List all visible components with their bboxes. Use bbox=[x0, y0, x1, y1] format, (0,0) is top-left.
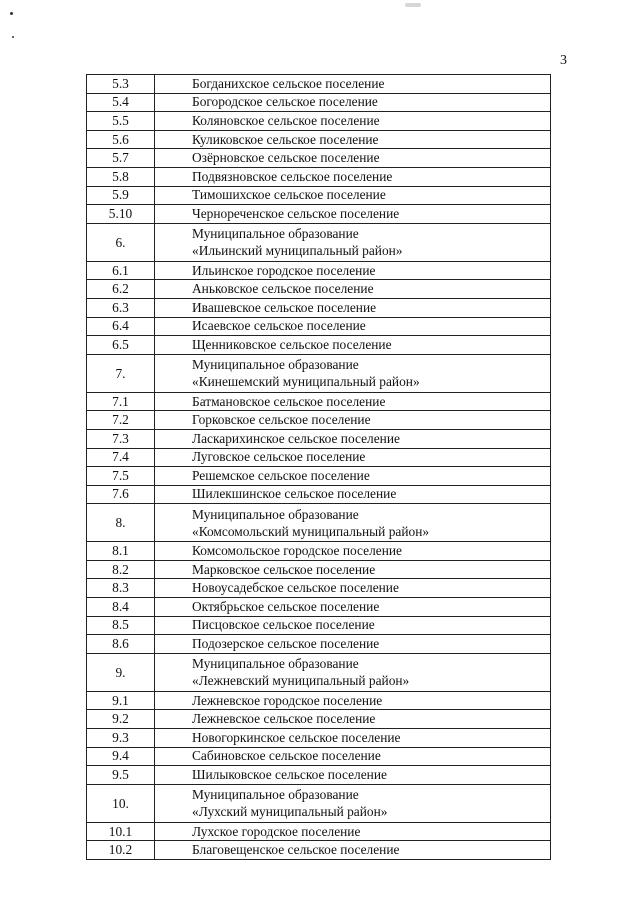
scan-speck bbox=[12, 36, 14, 38]
row-name bbox=[155, 429, 551, 448]
row-name-line: Октябрьское сельское поселение bbox=[192, 598, 380, 614]
row-name-line: «Ильинский муниципальный район» bbox=[192, 243, 403, 259]
row-number: 6.2 bbox=[87, 280, 155, 299]
row-name-line: «Лежневский муниципальный район» bbox=[192, 673, 410, 689]
table-row bbox=[87, 280, 551, 299]
row-name-line: Куликовское сельское поселение bbox=[192, 131, 379, 147]
row-name bbox=[155, 467, 551, 486]
table-row bbox=[87, 411, 551, 430]
table-row bbox=[87, 747, 551, 766]
row-name bbox=[155, 560, 551, 579]
row-name-line: Решемское сельское поселение bbox=[192, 467, 370, 483]
row-name-line: Благовещенское сельское поселение bbox=[192, 842, 400, 858]
row-name-line: Муниципальное образование bbox=[192, 226, 359, 242]
row-number: 9.3 bbox=[87, 729, 155, 748]
row-name bbox=[155, 485, 551, 504]
table-row-district bbox=[87, 504, 551, 542]
table-row bbox=[87, 392, 551, 411]
row-number: 7.2 bbox=[87, 411, 155, 430]
row-number: 10. bbox=[87, 784, 155, 822]
row-name-line: Лухское городское поселение bbox=[192, 823, 361, 839]
row-number: 6.1 bbox=[87, 261, 155, 280]
row-name-line: Комсомольское городское поселение bbox=[192, 543, 402, 559]
table-row bbox=[87, 616, 551, 635]
row-name bbox=[155, 354, 551, 392]
row-name-line: Ильинское городское поселение bbox=[192, 262, 376, 278]
row-number: 9. bbox=[87, 653, 155, 691]
table-row-district bbox=[87, 354, 551, 392]
table-row bbox=[87, 317, 551, 336]
table-row bbox=[87, 766, 551, 785]
row-name-line: Ивашевское сельское поселение bbox=[192, 299, 377, 315]
row-number: 5.8 bbox=[87, 167, 155, 186]
table-row bbox=[87, 598, 551, 617]
row-name bbox=[155, 635, 551, 654]
row-name-line: Лежневское городское поселение bbox=[192, 692, 383, 708]
row-name-line: Шилекшинское сельское поселение bbox=[192, 486, 397, 502]
row-name bbox=[155, 411, 551, 430]
row-number: 6.5 bbox=[87, 336, 155, 355]
row-name bbox=[155, 729, 551, 748]
row-name-line: Писцовское сельское поселение bbox=[192, 617, 375, 633]
row-number: 8.1 bbox=[87, 542, 155, 561]
row-number: 8.5 bbox=[87, 616, 155, 635]
row-number: 7.1 bbox=[87, 392, 155, 411]
row-name bbox=[155, 336, 551, 355]
table-row bbox=[87, 560, 551, 579]
row-name bbox=[155, 747, 551, 766]
row-name bbox=[155, 167, 551, 186]
table-row bbox=[87, 729, 551, 748]
row-number: 5.9 bbox=[87, 186, 155, 205]
settlements-table bbox=[86, 74, 551, 860]
row-name bbox=[155, 691, 551, 710]
table-row bbox=[87, 429, 551, 448]
table-row bbox=[87, 822, 551, 841]
row-name-line: Подозерское сельское поселение bbox=[192, 636, 380, 652]
row-number: 10.2 bbox=[87, 841, 155, 860]
row-name bbox=[155, 112, 551, 131]
row-number: 7.6 bbox=[87, 485, 155, 504]
table-row bbox=[87, 691, 551, 710]
row-number: 9.5 bbox=[87, 766, 155, 785]
row-name bbox=[155, 298, 551, 317]
row-name-line: Новоусадебское сельское поселение bbox=[192, 580, 399, 596]
row-name-line: Исаевское сельское поселение bbox=[192, 318, 366, 334]
table-row bbox=[87, 130, 551, 149]
row-name bbox=[155, 280, 551, 299]
row-name-line: Аньковское сельское поселение bbox=[192, 281, 374, 297]
row-number: 5.10 bbox=[87, 205, 155, 224]
row-name bbox=[155, 504, 551, 542]
row-name bbox=[155, 149, 551, 168]
table-row bbox=[87, 635, 551, 654]
row-name bbox=[155, 317, 551, 336]
table-row bbox=[87, 336, 551, 355]
row-name bbox=[155, 93, 551, 112]
table-row bbox=[87, 448, 551, 467]
row-name bbox=[155, 75, 551, 94]
row-name bbox=[155, 822, 551, 841]
row-name bbox=[155, 392, 551, 411]
row-name bbox=[155, 784, 551, 822]
row-number: 6. bbox=[87, 223, 155, 261]
row-name-line: Щенниковское сельское поселение bbox=[192, 336, 392, 352]
row-number: 6.3 bbox=[87, 298, 155, 317]
row-name-line: Богданихское сельское поселение bbox=[192, 75, 385, 91]
row-name-line: Лежневское сельское поселение bbox=[192, 711, 376, 727]
row-name-line: Горковское сельское поселение bbox=[192, 412, 371, 428]
row-name bbox=[155, 186, 551, 205]
row-name bbox=[155, 205, 551, 224]
table-row bbox=[87, 298, 551, 317]
row-name bbox=[155, 261, 551, 280]
row-name-line: Муниципальное образование bbox=[192, 506, 359, 522]
row-number: 5.3 bbox=[87, 75, 155, 94]
row-name-line: Ласкарихинское сельское поселение bbox=[192, 430, 400, 446]
row-number: 10.1 bbox=[87, 822, 155, 841]
table-row bbox=[87, 841, 551, 860]
row-name-line: «Комсомольский муниципальный район» bbox=[192, 523, 430, 539]
table-body bbox=[87, 75, 551, 860]
row-name-line: Муниципальное образование bbox=[192, 357, 359, 373]
table-row-district bbox=[87, 223, 551, 261]
row-number: 5.5 bbox=[87, 112, 155, 131]
table-row bbox=[87, 205, 551, 224]
row-name-line: Луговское сельское поселение bbox=[192, 449, 366, 465]
row-number: 8.6 bbox=[87, 635, 155, 654]
row-name-line: Муниципальное образование bbox=[192, 656, 359, 672]
table-row bbox=[87, 710, 551, 729]
table-row bbox=[87, 167, 551, 186]
scan-smudge bbox=[405, 3, 421, 7]
row-number: 7.3 bbox=[87, 429, 155, 448]
table-row bbox=[87, 485, 551, 504]
row-name bbox=[155, 448, 551, 467]
row-number: 5.6 bbox=[87, 130, 155, 149]
row-number: 9.2 bbox=[87, 710, 155, 729]
table-row bbox=[87, 579, 551, 598]
table-row bbox=[87, 542, 551, 561]
table-row bbox=[87, 93, 551, 112]
table-row-district bbox=[87, 784, 551, 822]
row-number: 8. bbox=[87, 504, 155, 542]
row-name bbox=[155, 710, 551, 729]
row-name bbox=[155, 223, 551, 261]
row-name bbox=[155, 841, 551, 860]
row-name-line: Богородское сельское поселение bbox=[192, 94, 378, 110]
scan-speck bbox=[10, 12, 13, 15]
table-row bbox=[87, 186, 551, 205]
table-row bbox=[87, 467, 551, 486]
table-row bbox=[87, 112, 551, 131]
table-row-district bbox=[87, 653, 551, 691]
row-number: 7.4 bbox=[87, 448, 155, 467]
row-number: 7.5 bbox=[87, 467, 155, 486]
row-name-line: Шилыковское сельское поселение bbox=[192, 767, 387, 783]
table-row bbox=[87, 261, 551, 280]
row-name-line: Чернореченское сельское поселение bbox=[192, 205, 400, 221]
row-name-line: Сабиновское сельское поселение bbox=[192, 748, 381, 764]
row-name bbox=[155, 616, 551, 635]
row-name bbox=[155, 766, 551, 785]
row-number: 5.4 bbox=[87, 93, 155, 112]
row-name bbox=[155, 542, 551, 561]
row-name-line: Новогоркинское сельское поселение bbox=[192, 729, 401, 745]
row-name-line: «Лухский муниципальный район» bbox=[192, 804, 388, 820]
row-name-line: Подвязновское сельское поселение bbox=[192, 168, 393, 184]
row-number: 8.4 bbox=[87, 598, 155, 617]
table-row bbox=[87, 149, 551, 168]
row-name bbox=[155, 598, 551, 617]
row-number: 6.4 bbox=[87, 317, 155, 336]
row-name-line: Муниципальное образование bbox=[192, 787, 359, 803]
row-name bbox=[155, 579, 551, 598]
row-number: 7. bbox=[87, 354, 155, 392]
row-number: 9.4 bbox=[87, 747, 155, 766]
row-name-line: «Кинешемский муниципальный район» bbox=[192, 374, 420, 390]
row-name-line: Марковское сельское поселение bbox=[192, 561, 376, 577]
row-number: 9.1 bbox=[87, 691, 155, 710]
row-name bbox=[155, 130, 551, 149]
table-row bbox=[87, 75, 551, 94]
row-number: 8.2 bbox=[87, 560, 155, 579]
row-number: 5.7 bbox=[87, 149, 155, 168]
row-number: 8.3 bbox=[87, 579, 155, 598]
row-name bbox=[155, 653, 551, 691]
row-name-line: Батмановское сельское поселение bbox=[192, 393, 386, 409]
row-name-line: Озёрновское сельское поселение bbox=[192, 150, 380, 166]
page-number: 3 bbox=[560, 53, 567, 68]
row-name-line: Тимошихское сельское поселение bbox=[192, 187, 386, 203]
row-name-line: Коляновское сельское поселение bbox=[192, 112, 380, 128]
